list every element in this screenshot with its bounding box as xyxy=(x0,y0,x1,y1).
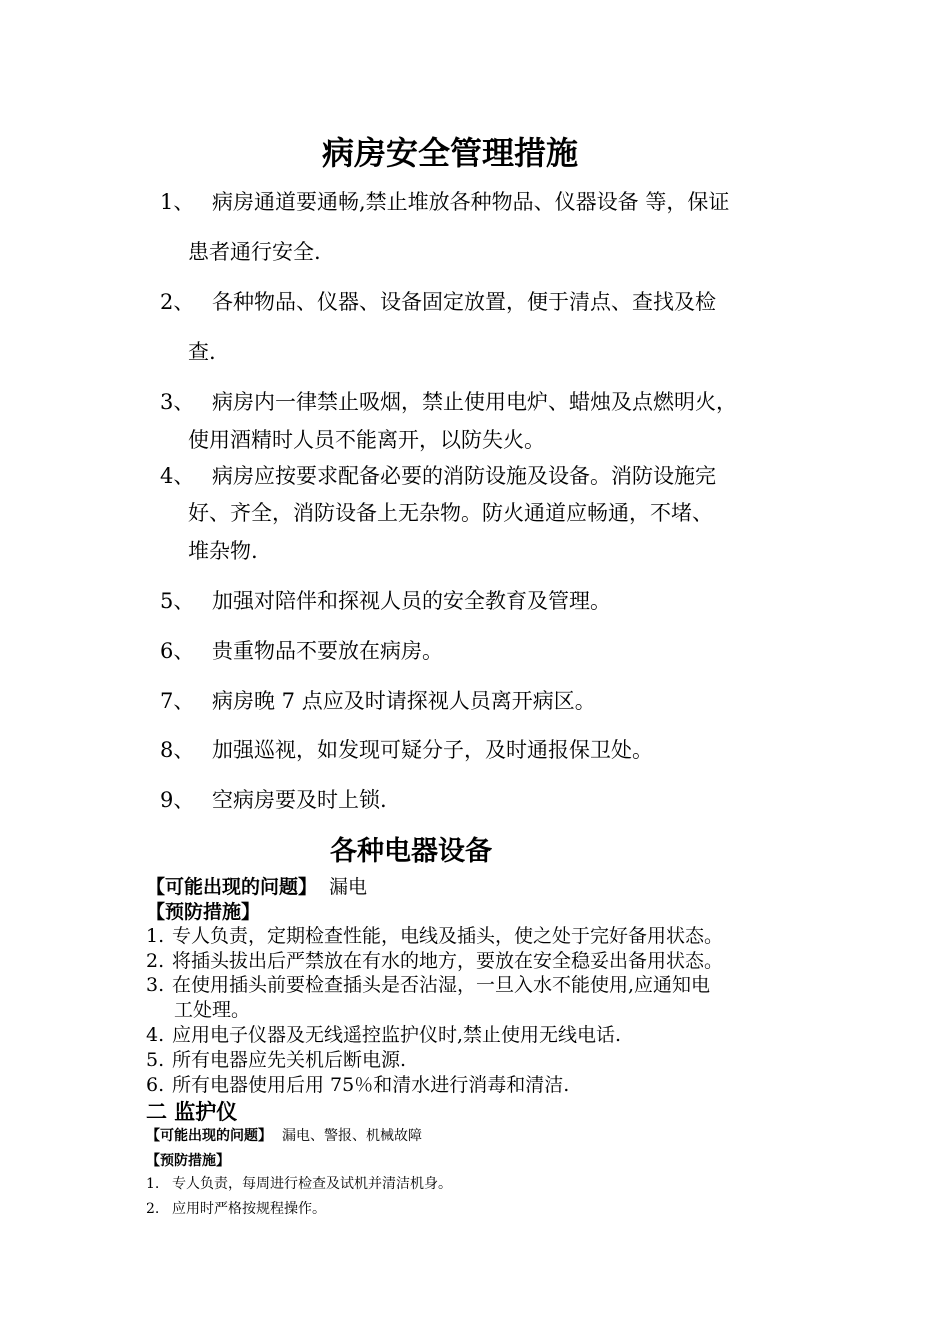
prevent-label: 【预防措施】 xyxy=(146,1153,230,1169)
list-text: 专人负责，定期检查性能，电线及插头，使之处于完好备用状态。 xyxy=(172,925,724,947)
list-item xyxy=(146,970,710,997)
list-item xyxy=(146,921,723,948)
list-text: 将插头拔出后严禁放在有水的地方，要放在安全稳妥出备用状态。 xyxy=(172,950,724,972)
problem-line xyxy=(146,872,367,899)
measure-text-cont: 堆杂物. xyxy=(188,539,258,563)
measure-text: 加强巡视，如发现可疑分子，及时通报保卫处。 xyxy=(212,738,653,762)
measure-number: 5、 xyxy=(160,589,195,613)
measure-text-cont: 患者通行安全. xyxy=(188,240,321,264)
measure-text: 病房通道要通畅,禁止堆放各种物品、仪器设备 等，保证 xyxy=(212,190,730,214)
prevent-line xyxy=(146,1150,230,1170)
measure-text: 各种物品、仪器、设备固定放置，便于清点、查找及检 xyxy=(212,290,716,314)
list-text: 专人负责，每周进行检查及试机并清洁机身。 xyxy=(172,1176,452,1192)
prevent-label: 【预防措施】 xyxy=(146,901,261,923)
prevent-line xyxy=(146,897,260,924)
problem-line xyxy=(146,1125,422,1145)
problem-label: 【可能出现的问题】 xyxy=(146,1128,272,1144)
list-text: 所有电器使用后用 75％和清水进行消毒和清洁. xyxy=(172,1074,570,1096)
measure-number: 6、 xyxy=(160,639,195,663)
list-text: 所有电器应先关机后断电源. xyxy=(172,1049,407,1071)
problem-value: 漏电 xyxy=(329,876,368,898)
problem-label: 【可能出现的问题】 xyxy=(146,876,318,898)
list-text: 应用电子仪器及无线遥控监护仪时,禁止使用无线电话. xyxy=(172,1024,622,1046)
measure-text: 病房内一律禁止吸烟，禁止使用电炉、蜡烛及点燃明火， xyxy=(212,390,737,414)
list-number: 2. xyxy=(146,1201,160,1217)
list-item xyxy=(146,1045,406,1072)
measure-number: 8、 xyxy=(160,738,195,762)
list-number: 2. xyxy=(146,950,165,972)
measure-text: 空病房要及时上锁. xyxy=(212,788,387,812)
list-item xyxy=(146,1070,569,1097)
subsection-title: 二 监护仪 xyxy=(146,1100,238,1124)
measure-text-cont: 使用酒精时人员不能离开，以防失火。 xyxy=(188,428,545,452)
list-number: 6. xyxy=(146,1074,165,1096)
page-title: 病房安全管理措施 xyxy=(321,134,578,172)
measure-text: 贵重物品不要放在病房。 xyxy=(212,639,443,663)
list-number: 1. xyxy=(146,925,165,947)
measure-number: 2、 xyxy=(160,290,195,314)
list-item xyxy=(146,946,723,973)
list-item xyxy=(146,1198,326,1218)
section-title: 各种电器设备 xyxy=(330,836,492,867)
measure-number: 1、 xyxy=(160,190,195,214)
measure-text: 加强对陪伴和探视人员的安全教育及管理。 xyxy=(212,589,611,613)
list-number: 4. xyxy=(146,1024,165,1046)
list-number: 1. xyxy=(146,1176,160,1192)
list-text: 在使用插头前要检查插头是否沾湿，一旦入水不能使用,应通知电 xyxy=(172,974,711,996)
problem-value: 漏电、警报、机械故障 xyxy=(282,1128,422,1144)
list-item xyxy=(146,1173,452,1193)
measure-text-cont: 查. xyxy=(188,340,216,364)
list-text: 应用时严格按规程操作。 xyxy=(172,1201,326,1217)
measure-text: 病房应按要求配备必要的消防设施及设备。消防设施完 xyxy=(212,464,716,488)
measure-number: 9、 xyxy=(160,788,195,812)
list-number: 5. xyxy=(146,1049,165,1071)
measure-number: 3、 xyxy=(160,390,195,414)
measure-number: 4、 xyxy=(160,464,195,488)
measure-text: 病房晚 7 点应及时请探视人员离开病区。 xyxy=(212,689,596,713)
measure-text-cont: 好、齐全，消防设备上无杂物。防火通道应畅通，不堵、 xyxy=(188,501,713,525)
list-number: 3. xyxy=(146,974,165,996)
measure-number: 7、 xyxy=(160,689,195,713)
list-text-cont: 工处理。 xyxy=(174,999,251,1021)
list-item xyxy=(146,1020,621,1047)
